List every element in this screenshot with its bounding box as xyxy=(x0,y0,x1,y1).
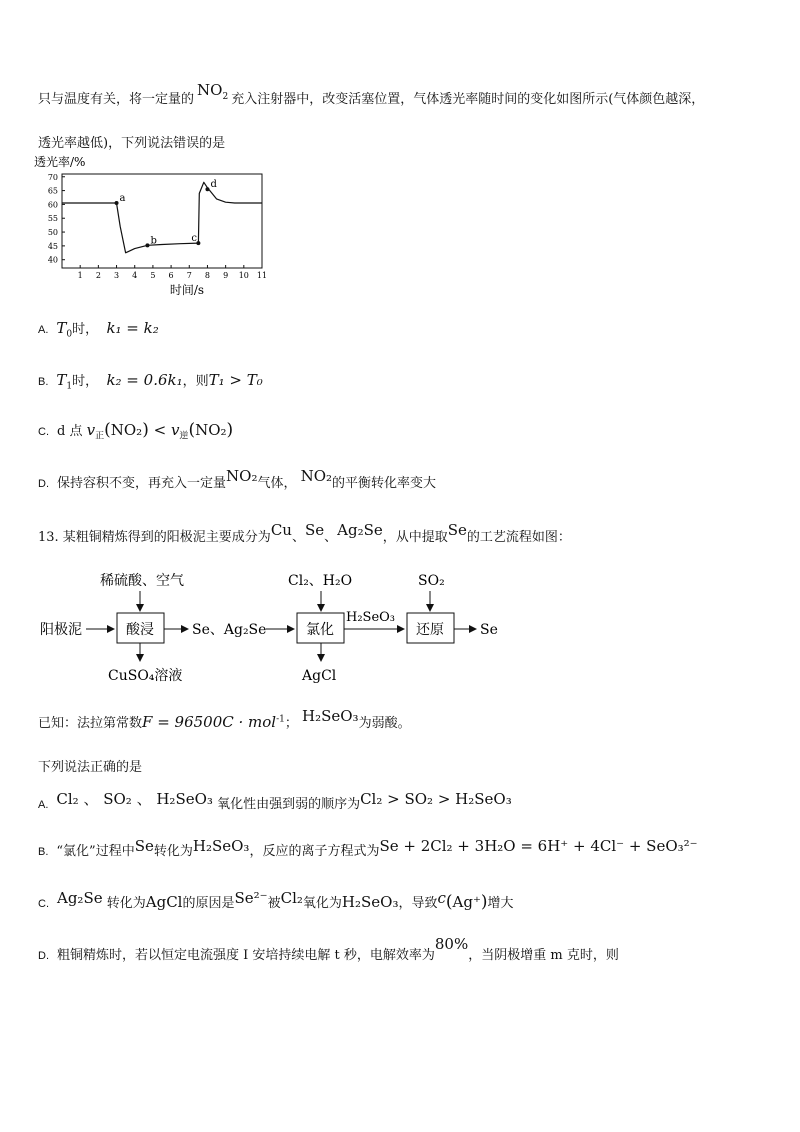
x-tick-label: 5 xyxy=(150,271,156,280)
q12-option-b[interactable]: B. $T_1$时， k₂ = 0.6k₁，则T₁ > T₀ xyxy=(38,371,263,392)
series-line-0 xyxy=(62,182,262,253)
y-tick-label: 40 xyxy=(47,255,58,265)
chart-frame xyxy=(62,174,262,268)
flow-end: Se xyxy=(480,622,498,638)
x-tick-label: 2 xyxy=(95,271,101,280)
x-tick-label: 1 xyxy=(77,271,83,280)
x-tick-label: 10 xyxy=(238,271,249,280)
point-label-a: a xyxy=(119,193,126,205)
q12-intro-line2: 透光率越低)，下列说法错误的是 xyxy=(38,136,226,151)
q13-option-a[interactable]: A. Cl₂ 、 SO₂ 、 H₂SeO₃ 氧化性由强到弱的顺序为Cl₂ > SO₂ > H₂SeO₃ xyxy=(38,790,512,812)
flow-box1-label: 酸浸 xyxy=(126,622,154,638)
flow-reagent3: SO₂ xyxy=(418,573,445,589)
flow-mid1: Se、Ag₂Se xyxy=(192,622,267,638)
y-tick-label: 45 xyxy=(47,241,58,251)
y-tick-label: 70 xyxy=(47,172,58,182)
y-tick-label: 50 xyxy=(47,228,58,238)
point-label-b: b xyxy=(150,235,157,247)
flow-out2: AgCl xyxy=(302,668,337,684)
q12-option-a[interactable]: A. $T_0$时， k₁ = k₂ xyxy=(38,319,159,340)
flow-start: 阳极泥 xyxy=(40,622,82,638)
chart-ylabel: 透光率/% xyxy=(34,155,86,169)
point-label-d: d xyxy=(210,179,217,191)
flow-reagent2: Cl₂、H₂O xyxy=(288,573,353,589)
q12-intro-line1: 只与温度有关，将一定量的$NO_2$ 充入注射器中，改变活塞位置，气体透光率随时间的变化如图所示(气体颜色越深， xyxy=(38,81,705,107)
x-tick-label: 6 xyxy=(168,271,174,280)
q13-option-b[interactable]: B. “氯化”过程中Se转化为H₂SeO₃，反应的离子方程式为Se + 2Cl₂ + 3H₂O = 6H⁺ + 4Cl⁻ + SeO₃²⁻ xyxy=(38,837,698,859)
x-tick-label: 11 xyxy=(256,271,268,280)
x-tick-label: 3 xyxy=(113,271,120,280)
flow-out1: CuSO₄溶液 xyxy=(108,668,183,684)
q13-known: 已知：法拉第常数F = 96500C · mol$^{-1}$； H₂SeO₃为弱酸。 xyxy=(38,707,411,731)
y-tick-label: 60 xyxy=(47,200,58,210)
process-flowchart xyxy=(40,565,520,695)
q13-prompt: 下列说法正确的是 xyxy=(38,760,143,775)
flow-box2-label: 氯化 xyxy=(306,622,334,638)
y-tick-label: 65 xyxy=(47,186,58,196)
flow-box3-label: 还原 xyxy=(416,622,444,638)
chart-xlabel: 时间/s xyxy=(169,283,205,297)
q12-option-d[interactable]: D. 保持容积不变，再充入一定量NO₂气体， NO₂的平衡转化率变大 xyxy=(38,467,437,491)
q13-stem: 13. 某粗铜精炼得到的阳极泥主要成分为Cu、Se、Ag₂Se，从中提取Se的工艺流程如图： xyxy=(38,521,571,545)
q13-option-d[interactable]: D. 粗铜精炼时，若以恒定电流强度 I 安培持续电解 t 秒，电解效率为80%，当阴极增重 m 克时，则 xyxy=(38,935,619,963)
q13-option-c[interactable]: C. Ag₂Se 转化为AgCl的原因是Se²⁻被Cl₂氧化为H₂SeO₃，导致c(Ag⁺)增大 xyxy=(38,889,514,912)
q12-option-c[interactable]: C. d 点 $v_正(NO_2) < v_逆(NO_2)$ xyxy=(38,420,234,442)
transmittance-chart xyxy=(30,152,270,302)
x-tick-label: 4 xyxy=(132,271,138,280)
point-a xyxy=(115,201,119,205)
y-tick-label: 55 xyxy=(47,214,58,224)
point-d xyxy=(205,187,209,191)
flow-mid2: H₂SeO₃ xyxy=(346,610,396,625)
point-label-c: c xyxy=(191,233,197,245)
flow-reagent1: 稀硫酸、空气 xyxy=(100,573,184,589)
x-tick-label: 9 xyxy=(223,271,229,280)
x-tick-label: 8 xyxy=(204,271,211,280)
point-b xyxy=(145,243,149,247)
x-tick-label: 7 xyxy=(186,271,192,280)
